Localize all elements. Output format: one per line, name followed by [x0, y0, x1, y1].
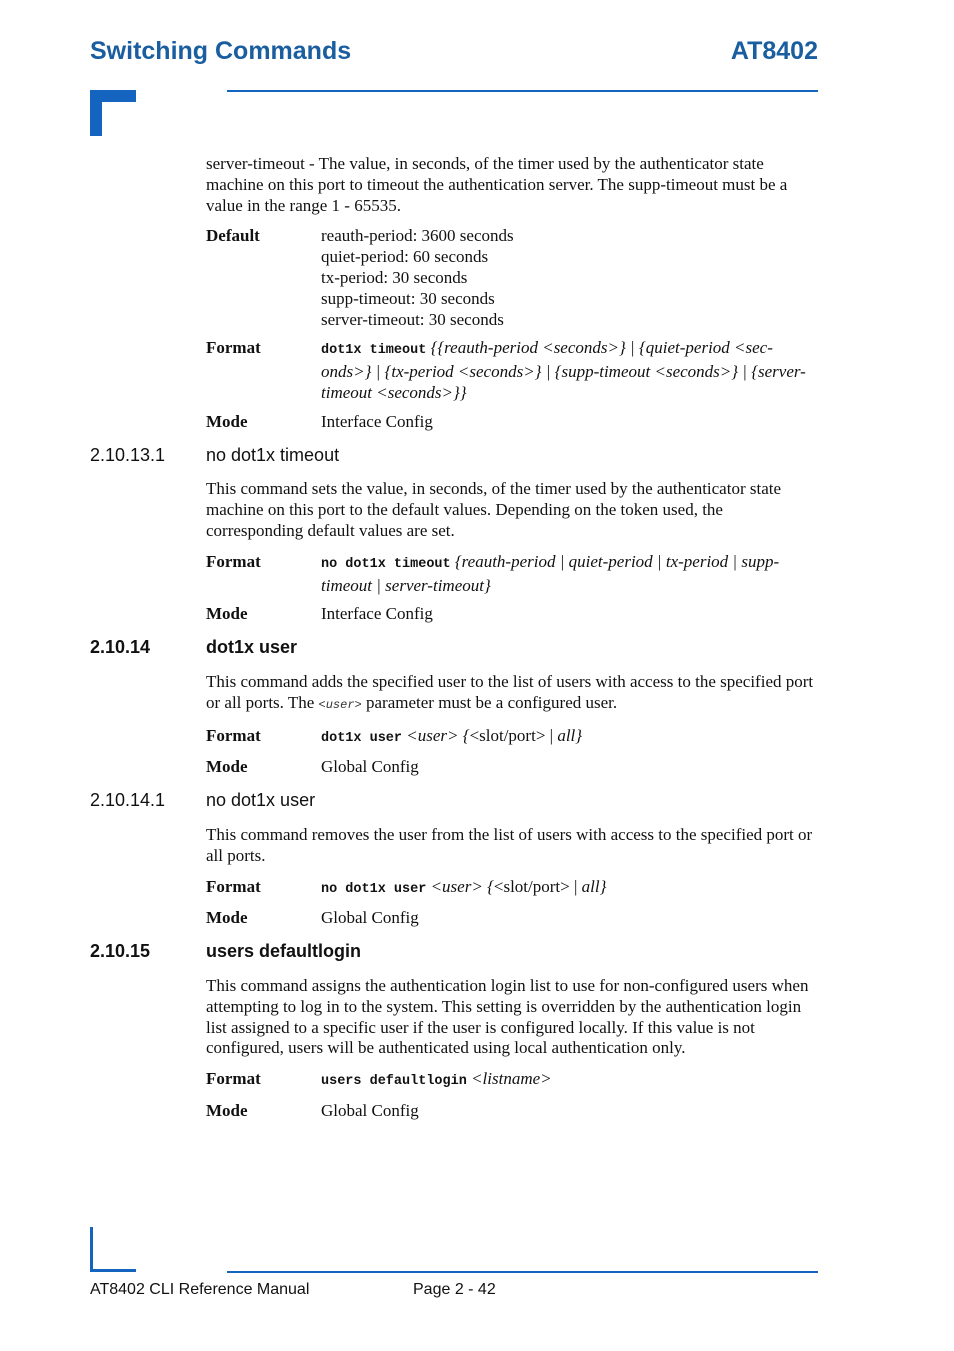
format-label: Format	[206, 1069, 261, 1089]
section-paragraph: This command assigns the authentication login list to use for non-configured users when attempting to log in to the system. This setting is overridden by the authentication login list assigned to a specific user if the user is configured locally. If this value is not configured, users will be authenticated using local authentication only.	[206, 975, 809, 1058]
format-brace: {	[462, 725, 470, 745]
format-command: no dot1x user	[321, 881, 427, 897]
format-row	[206, 726, 820, 750]
inline-code: <user>	[318, 697, 362, 712]
default-label: Default	[206, 226, 260, 246]
format-args: <listname>	[471, 1069, 552, 1089]
section-heading	[90, 637, 820, 658]
page-number: Page 2 - 42	[413, 1281, 496, 1298]
mode-label: Mode	[206, 1100, 248, 1120]
format-row	[206, 877, 820, 901]
format-arg-slot: <slot/port>	[469, 725, 546, 745]
mode-row	[206, 604, 820, 625]
footer-rule	[227, 1271, 818, 1273]
mode-value: Global Config	[321, 1100, 419, 1120]
format-args: {reauth-period | quiet-period | tx-period | supp-timeout | server-timeout}	[321, 551, 780, 595]
mode-label: Mode	[206, 757, 248, 777]
section-number: 2.10.14	[90, 637, 151, 658]
section-paragraph: This command removes the user from the list of users with access to the specified port or all ports.	[206, 824, 813, 865]
section-title: dot1x user	[206, 637, 298, 658]
default-values	[321, 226, 820, 330]
format-label: Format	[206, 551, 261, 571]
format-label: Format	[206, 725, 261, 745]
default-value: supp-timeout: 30 seconds	[321, 288, 495, 308]
mode-row	[206, 908, 820, 929]
format-arg-user: <user>	[406, 725, 459, 745]
format-separator: |	[569, 876, 582, 896]
format-row	[206, 338, 820, 403]
format-arg-all: all}	[581, 876, 607, 896]
mode-row	[206, 757, 820, 778]
format-command: dot1x user	[321, 730, 403, 746]
format-command: dot1x timeout	[321, 343, 427, 359]
format-label: Format	[206, 876, 261, 896]
header-product: AT8402	[730, 37, 818, 65]
intro-paragraph: server-timeout - The value, in seconds, of the timer used by the authenticator state machine on this port to timeout the authentication server. The supp-timeout must be a value in the range 1 - 65535.	[206, 154, 788, 215]
default-value: tx-period: 30 seconds	[321, 267, 468, 287]
format-arg-slot: <slot/port>	[493, 876, 570, 896]
page-content	[90, 154, 820, 1130]
format-command: users defaultlogin	[321, 1074, 467, 1090]
corner-mark-bottom	[90, 1227, 136, 1272]
format-args: {{reauth-period <seconds>} | {quiet-period <sec-onds>} | {tx-period <seconds>} | {supp-timeout <seconds>} | {server-timeout <seconds>}}	[321, 338, 806, 402]
header-rule	[227, 90, 818, 92]
section-title: no dot1x timeout	[206, 444, 340, 465]
paragraph-text: parameter must be a configured user.	[361, 692, 618, 712]
default-value: reauth-period: 3600 seconds	[321, 226, 514, 246]
mode-row	[206, 1101, 820, 1122]
section-paragraph	[206, 672, 820, 716]
section-heading	[90, 790, 820, 811]
section-number: 2.10.14.1	[90, 790, 166, 811]
format-separator: |	[545, 725, 558, 745]
mode-value: Global Config	[321, 908, 419, 928]
section-heading	[90, 941, 820, 962]
section-paragraph: This command sets the value, in seconds, of the timer used by the authenticator state machine on this port to the default values. Depending on the token used, the corresponding default values are set.	[206, 479, 782, 540]
format-command: no dot1x timeout	[321, 556, 451, 572]
mode-label: Mode	[206, 604, 248, 624]
mode-value: Interface Config	[321, 411, 433, 431]
default-row	[206, 226, 820, 330]
section-title: users defaultlogin	[206, 941, 362, 962]
section-title: no dot1x user	[206, 790, 316, 811]
paragraph-text: This command adds the specified user to the list of users with access to the specified port or all ports. The	[206, 671, 814, 712]
mode-label: Mode	[206, 908, 248, 928]
mode-value: Interface Config	[321, 604, 433, 624]
mode-value: Global Config	[321, 757, 419, 777]
mode-row	[206, 412, 820, 433]
format-brace: {	[487, 876, 494, 896]
section-heading	[90, 445, 820, 466]
corner-mark-top	[90, 90, 136, 136]
format-label: Format	[206, 338, 261, 358]
section-number: 2.10.15	[90, 941, 151, 962]
format-arg-all: all}	[557, 725, 583, 745]
footer-title: AT8402 CLI Reference Manual	[90, 1281, 310, 1298]
mode-label: Mode	[206, 411, 248, 431]
header-title: Switching Commands	[90, 37, 352, 65]
format-row	[206, 552, 820, 597]
section-number: 2.10.13.1	[90, 444, 166, 465]
format-row	[206, 1069, 820, 1093]
format-arg-user: <user>	[430, 876, 483, 896]
default-value: quiet-period: 60 seconds	[321, 247, 489, 267]
default-value: server-timeout: 30 seconds	[321, 309, 504, 329]
